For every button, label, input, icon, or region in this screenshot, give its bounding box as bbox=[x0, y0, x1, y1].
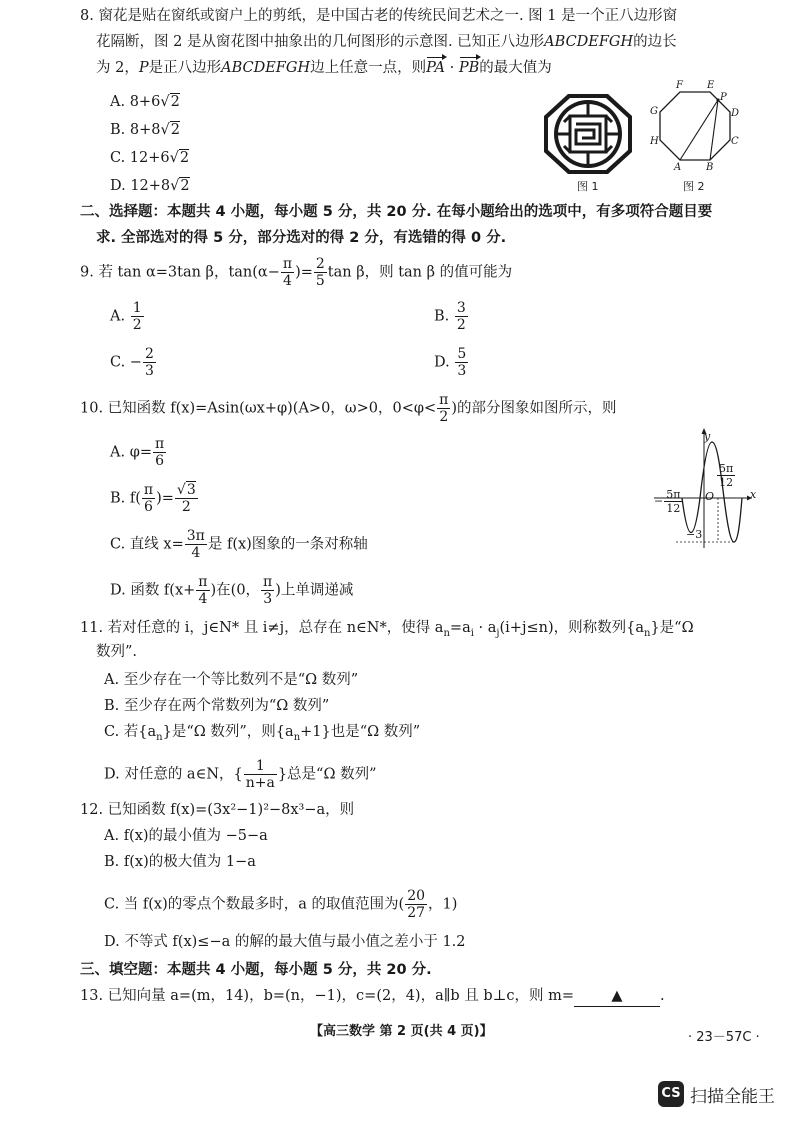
q8-option-c: C. 12+6√2 bbox=[110, 150, 190, 166]
q11-stem-line1: 11. 若对任意的 i，j∈N* 且 i≠j，总存在 n∈N*，使得 $a_n=a_i \cdot a_j(i+j\le n)$，则称数列$\{a_n\}$是“Ω bbox=[80, 620, 694, 639]
q9-option-d: D. $\frac{5}{3}$ bbox=[434, 346, 467, 379]
section-2-heading-line2: 求. 全部选对的得 5 分，部分选对的得 2 分，有选错的得 0 分. bbox=[96, 230, 507, 246]
q8-option-b: B. 8+8√2 bbox=[110, 122, 180, 138]
vertex-label-e: E bbox=[707, 80, 715, 91]
paper-code: · 23－57C · bbox=[688, 1030, 760, 1045]
q12-option-d: D. 不等式 f(x)≤−a 的解的最大值与最小值之差小于 1.2 bbox=[104, 934, 466, 950]
section-3-heading: 三、填空题：本题共 4 小题，每小题 5 分，共 20 分. bbox=[80, 962, 432, 978]
graph-x-label: x bbox=[750, 488, 757, 501]
q11-option-c: C. 若$\{a_n\}$是“Ω 数列”，则$\{a_n+1\}$也是“Ω 数列” bbox=[104, 724, 421, 743]
q12-stem: 12. 已知函数 f(x)=(3x²−1)²−8x³−a，则 bbox=[80, 802, 355, 818]
graph-y-label: y bbox=[704, 430, 711, 443]
q11-option-d: D. 对任意的 a∈N，{ $\frac{1}{n+a}$ }总是“Ω 数列” bbox=[104, 758, 377, 791]
vertex-label-a: A bbox=[674, 162, 682, 173]
q9-option-a: A. $\frac{1}{2}$ bbox=[110, 300, 142, 333]
q12-option-b: B. f(x)的极大值为 1−a bbox=[104, 854, 256, 870]
q11-stem-line2: 数列”. bbox=[96, 644, 138, 660]
figure-2-caption: 图 2 bbox=[683, 180, 705, 193]
graph-origin-label: O bbox=[705, 490, 715, 503]
vertex-label-h: H bbox=[650, 136, 659, 147]
graph-min-label: −3 bbox=[686, 528, 703, 541]
vertex-label-g: G bbox=[650, 106, 658, 117]
vertex-label-d: D bbox=[731, 108, 740, 119]
q9-stem: 9. 若 tan α=3tan β，tan(α− $\frac{\pi}{4}$ )= $\frac{2}{5}$ tan β，则 tan β 的值可能为 bbox=[80, 256, 513, 289]
q10-option-b: B. f( $\frac{\pi}{6}$ )= $\frac{√3}{2}$ bbox=[110, 482, 196, 515]
figure-1-caption: 图 1 bbox=[577, 180, 599, 193]
scanner-watermark: 扫描全能王 bbox=[690, 1087, 775, 1107]
q9-option-c: C. − $\frac{2}{3}$ bbox=[110, 346, 154, 379]
q10-option-d: D. 函数 f(x+ $\frac{\pi}{4}$ )在(0， $\frac{\pi}{3}$ )上单调递减 bbox=[110, 574, 354, 607]
q8-line1: 8. 窗花是贴在窗纸或窗户上的剪纸，是中国古老的传统民间艺术之一. 图 1 是一个正八边形窗 bbox=[80, 8, 678, 24]
graph-right-tick-label: $\frac{5\pi}{12}$ bbox=[719, 462, 734, 489]
q11-option-a: A. 至少存在一个等比数列不是“Ω 数列” bbox=[104, 672, 359, 688]
q8-line3: 为 2，P是正八边形ABCDEFGH边上任意一点，则PA · PB的最大值为 bbox=[96, 60, 552, 76]
q13-stem: 13. 已知向量 a=(m，14)，b=(n，−1)，c=(2，4)，a∥b 且 b⊥c，则 m= ▲ . bbox=[80, 986, 665, 1007]
q9-option-b: B. $\frac{3}{2}$ bbox=[434, 300, 466, 333]
q12-option-c: C. 当 f(x)的零点个数最多时，a 的取值范围为( $\frac{20}{27}$ ，1) bbox=[104, 888, 458, 921]
page-footer: 【高三数学 第 2 页(共 4 页)】 bbox=[310, 1024, 493, 1039]
q10-stem: 10. 已知函数 f(x)=Asin(ωx+φ)(A>0，ω>0，0<φ< $\frac{\pi}{2}$ )的部分图象如图所示，则 bbox=[80, 392, 617, 425]
q8-option-a: A. 8+6√2 bbox=[110, 94, 180, 110]
vertex-label-c: C bbox=[731, 136, 739, 147]
q11-option-b: B. 至少存在两个常数列为“Ω 数列” bbox=[104, 698, 330, 714]
q10-option-c: C. 直线 x= $\frac{3\pi}{4}$ 是 f(x)图象的一条对称轴 bbox=[110, 528, 368, 561]
scanner-logo-icon: CS bbox=[658, 1081, 684, 1107]
vertex-label-f: F bbox=[676, 80, 683, 91]
q8-line2: 花隔断，图 2 是从窗花图中抽象出的几何图形的示意图. 已知正八边形ABCDEFGH的边长 bbox=[96, 34, 677, 50]
window-lattice-figure bbox=[542, 92, 634, 176]
graph-left-tick-label: − $\frac{5\pi}{12}$ bbox=[654, 488, 681, 515]
octagon-figure bbox=[648, 82, 744, 174]
q13-answer-blank: ▲ bbox=[574, 986, 660, 1007]
vertex-label-p: P bbox=[720, 92, 727, 103]
q12-option-a: A. f(x)的最小值为 −5−a bbox=[104, 828, 268, 844]
q8-option-d: D. 12+8√2 bbox=[110, 178, 190, 194]
section-2-heading-line1: 二、选择题：本题共 4 小题，每小题 5 分，共 20 分. 在每小题给出的选项中，有多项符合题目要 bbox=[80, 204, 713, 220]
vertex-label-b: B bbox=[706, 162, 714, 173]
q10-option-a: A. φ= $\frac{\pi}{6}$ bbox=[110, 436, 165, 469]
